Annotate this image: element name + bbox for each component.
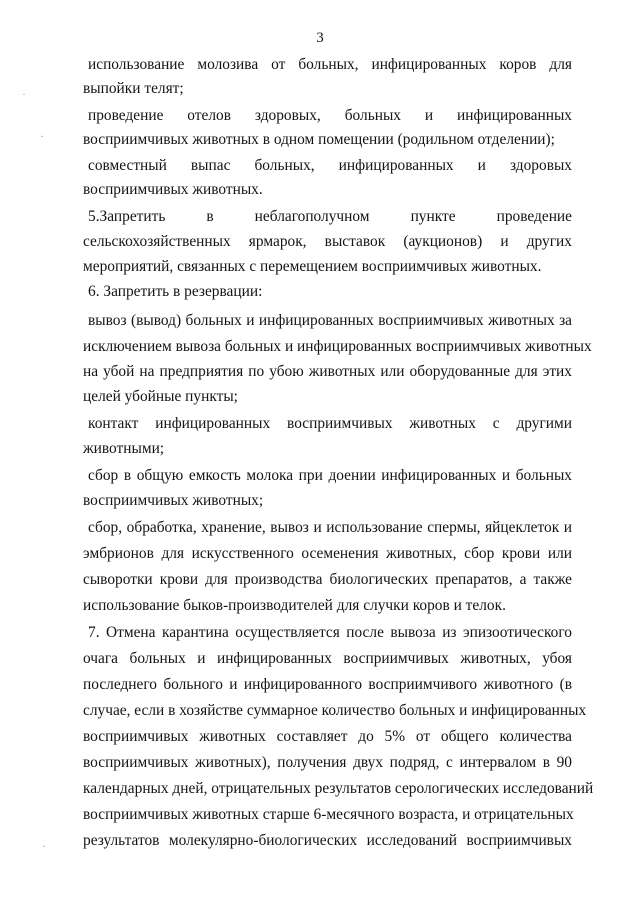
text-line: восприимчивых животных), получения двух подряд, с интервалом в 90 xyxy=(83,754,572,771)
text-line: использование молозива от больных, инфицированных коров для xyxy=(88,56,572,73)
text-line: восприимчивых животных составляет до 5% от общего количества xyxy=(83,728,572,745)
text-line: эмбрионов для искусственного осеменения животных, сбор крови или xyxy=(83,545,572,562)
text-line: проведение отелов здоровых, больных и инфицированных xyxy=(88,107,572,124)
scan-speck: · xyxy=(22,87,26,101)
text-line: восприимчивых животных. xyxy=(83,181,263,198)
text-line: сельскохозяйственных ярмарок, выставок (аукционов) и других xyxy=(83,233,572,250)
section-heading: 6. Запретить в резервации: xyxy=(88,283,263,300)
text-line: сбор в общую емкость молока при доении инфицированных и больных xyxy=(88,467,572,484)
text-line: животными; xyxy=(83,440,165,457)
text-line: контакт инфицированных восприимчивых животных с другими xyxy=(88,415,572,432)
text-line: совместный выпас больных, инфицированных и здоровых xyxy=(88,157,572,174)
text-line: последнего больного и инфицированного восприимчивого животного (в xyxy=(83,676,572,693)
text-line: выпойки телят; xyxy=(83,80,184,97)
text-line: сбор, обработка, хранение, вывоз и использование спермы, яйцеклеток и xyxy=(88,519,572,536)
text-line: восприимчивых животных в одном помещении (родильном отделении); xyxy=(83,131,555,148)
scan-speck: · xyxy=(42,839,46,853)
page-number: 3 xyxy=(316,30,324,46)
text-line: использование быков-производителей для случки коров и телок. xyxy=(83,597,506,614)
text-line: сыворотки крови для производства биологических препаратов, а также xyxy=(83,571,572,588)
text-line: целей убойные пункты; xyxy=(83,388,238,405)
text-line: результатов молекулярно-биологических исследований восприимчивых xyxy=(83,832,572,849)
text-line: календарных дней, отрицательных результатов серологических исследований xyxy=(83,780,594,797)
text-line: на убой на предприятия по убою животных или оборудованные для этих xyxy=(83,363,572,380)
text-line: мероприятий, связанных с перемещением восприимчивых животных. xyxy=(83,258,542,275)
text-line: восприимчивых животных старше 6-месячного возраста, и отрицательных xyxy=(83,806,574,823)
text-line: 7. Отмена карантина осуществляется после вывоза из эпизоотического xyxy=(88,624,572,641)
text-line: исключением вывоза больных и инфицированных восприимчивых животных xyxy=(83,338,592,355)
text-line: очага больных и инфицированных восприимчивых животных, убоя xyxy=(83,650,572,667)
text-line: 5.Запретить в неблагополучном пункте проведение xyxy=(88,208,572,225)
text-line: вывоз (вывод) больных и инфицированных восприимчивых животных за xyxy=(88,312,572,329)
text-line: восприимчивых животных; xyxy=(83,492,264,509)
scan-speck: · xyxy=(40,129,44,143)
text-line: случае, если в хозяйстве суммарное количество больных и инфицированных xyxy=(83,702,587,719)
